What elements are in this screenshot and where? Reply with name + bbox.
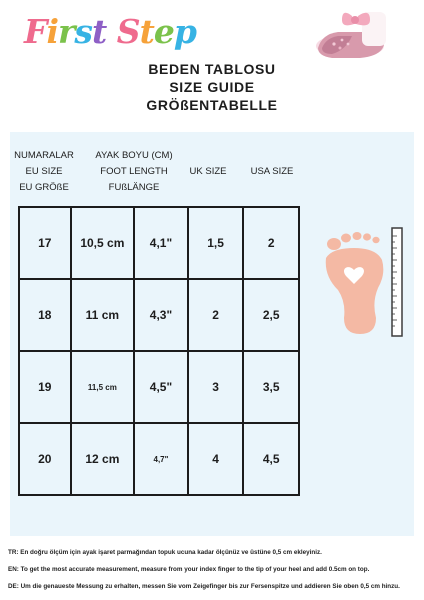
- foot-length-cm-cell: 11,5 cm: [71, 351, 135, 423]
- logo-letter: r: [57, 12, 75, 51]
- logo-letter: t: [91, 12, 107, 51]
- logo-letter: t: [139, 12, 154, 51]
- baby-shoe-image: [312, 6, 392, 62]
- eu-size-cell: 19: [19, 351, 71, 423]
- brand-logo: [24, 6, 196, 58]
- usa-size-cell: 2,5: [243, 279, 299, 351]
- title-en: SIZE GUIDE: [169, 79, 255, 95]
- logo-letter: i: [46, 12, 58, 51]
- usa-size-cell: 4,5: [243, 423, 299, 495]
- foot-length-inch-cell: 4,5": [134, 351, 188, 423]
- logo-letter: F: [24, 12, 47, 51]
- foot-length-cm-cell: 12 cm: [71, 423, 135, 495]
- table-row: [19, 279, 299, 351]
- logo-letter: S: [116, 12, 140, 51]
- foot-length-inch-cell: 4,3": [134, 279, 188, 351]
- title-tr: BEDEN TABLOSU: [148, 61, 276, 77]
- uk-size-cell: 3: [188, 351, 244, 423]
- logo-letter: p: [173, 12, 196, 51]
- note-de: DE: Um die genaueste Messung zu erhalten, messen Sie vom Zeigefinger bis zur Fersenspitze und addieren Sie oben 0,5 cm hinzu.: [8, 583, 400, 590]
- measurement-notes: [8, 548, 418, 599]
- foot-length-inch-cell: 4,1": [134, 207, 188, 279]
- header-foot-length: AYAK BOYU (CM) FOOT LENGTH FUßLÄNGE: [95, 150, 173, 193]
- usa-size-cell: 3,5: [243, 351, 299, 423]
- ruler-icon: [392, 228, 402, 336]
- uk-size-cell: 2: [188, 279, 244, 351]
- table-row: [19, 351, 299, 423]
- logo-letter: s: [74, 12, 92, 51]
- note-tr: TR: En doğru ölçüm için ayak işaret parmağından topuk ucuna kadar ölçünüz ve üstüne 0,5 cm ekleyiniz.: [8, 549, 322, 556]
- size-table: [18, 206, 300, 496]
- foot-ruler-illustration: [318, 226, 408, 338]
- logo-letter: [106, 6, 117, 58]
- eu-size-cell: 18: [19, 279, 71, 351]
- title-de: GRÖßENTABELLE: [146, 97, 278, 113]
- header-eu-size: NUMARALAR EU SIZE EU GRÖßE: [14, 150, 74, 193]
- foot-length-cm-cell: 11 cm: [71, 279, 135, 351]
- uk-size-cell: 1,5: [188, 207, 244, 279]
- foot-length-inch-cell: 4,7": [134, 423, 188, 495]
- usa-size-cell: 2: [243, 207, 299, 279]
- eu-size-cell: 17: [19, 207, 71, 279]
- eu-size-cell: 20: [19, 423, 71, 495]
- uk-size-cell: 4: [188, 423, 244, 495]
- table-row: [19, 207, 299, 279]
- header-usa-size: USA SIZE: [250, 166, 294, 177]
- note-en: EN: To get the most accurate measurement, measure from your index finger to the tip of your heel and add 0.5cm on top.: [8, 566, 370, 573]
- table-row: [19, 423, 299, 495]
- foot-icon: [326, 232, 384, 334]
- logo-letter: e: [153, 12, 174, 51]
- foot-length-cm-cell: 10,5 cm: [71, 207, 135, 279]
- title-block: [0, 60, 424, 114]
- header-uk-size: UK SIZE: [189, 166, 227, 177]
